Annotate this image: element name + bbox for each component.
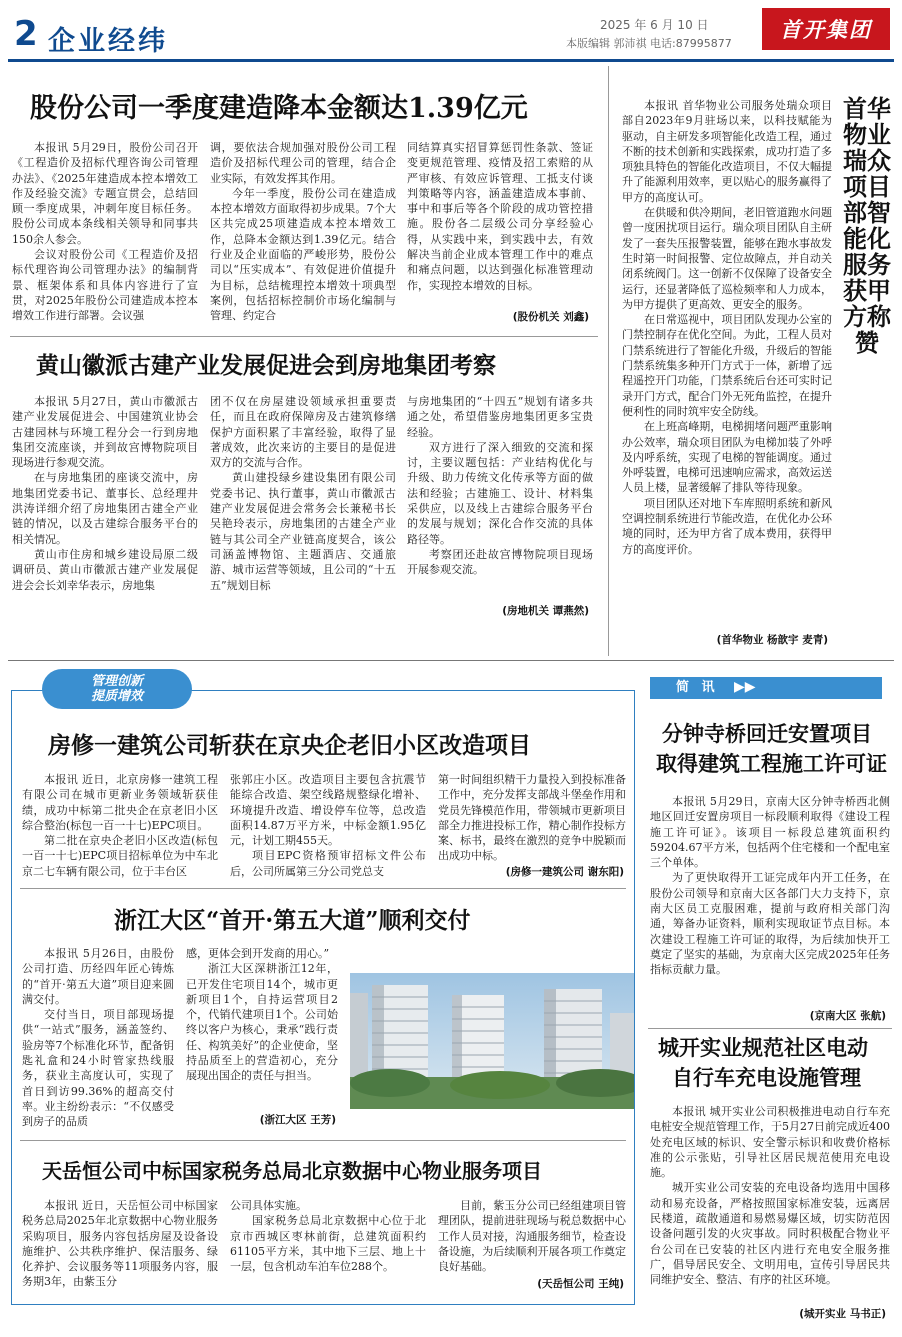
divider <box>8 660 894 661</box>
article4-byline: (房修一建筑公司 谢东阳) <box>505 866 624 878</box>
building-photo <box>350 973 634 1109</box>
divider <box>648 1028 892 1029</box>
article5-byline: (浙江大区 王芳) <box>259 1114 336 1126</box>
article2-byline: (房地机关 谭燕然) <box>502 605 589 617</box>
article6-title: 天岳恒公司中标国家税务总局北京数据中心物业服务项目 <box>42 1159 542 1183</box>
article6-byline: (天岳恒公司 王纯) <box>537 1278 624 1290</box>
article5-col1: 本报讯 5月26日，由股份公司打造、历经四年匠心铸炼的“首开·第五大道”项目迎来圆满交付。 交付当日，项目部现场提供“一站式”服务，涵盖签约、验房等7个标准化环节，配备钥匙礼盒和24小时管家热线服务，获业主高度认可，实现了首日到访99.36%的超高交付率。业主纷纷表示：“不仅感受到房子的品质 <box>22 947 174 1129</box>
page-number: 2 <box>14 14 38 54</box>
article5-col2: 感，更体会到开发商的用心。” 浙江大区深耕浙江12年，已开发住宅项目14个，城市更新项目1个，自持运营项目2个，代销代建项目1个。公司始终以客户为核心，秉承“践行责任、构筑美好”的企业使命，坚持品质至上的营造初心，充分展现出国企的责任与担当。 <box>186 947 338 1083</box>
article1-byline: (股份机关 刘鑫) <box>512 311 589 323</box>
article4-col1: 本报讯 近日，北京房修一建筑工程有限公司在城市更新业务领域斩获佳绩，成功中标第二批央企在京老旧小区综合整治(标包一百一十七)EPC项目。 第二批在京央企老旧小区改造(标包一百一十七)EPC项目招标单位为中车北京二七车辆有限公司，位于丰台区 <box>22 773 218 878</box>
double-arrow-icon: ▶▶ <box>734 679 756 695</box>
issue-date: 2025 年 6 月 10 日 <box>600 18 709 32</box>
article4-col3: 第一时间组织精干力量投入到投标准备工作中，充分发挥支部战斗堡垒作用和党员先锋模范作用，带领城市更新项目部全力推进投标工作，精心制作投标方案、标书，最终在激烈的竞争中脱颖而出成功中标。 <box>438 773 626 863</box>
article6-col1: 本报讯 近日，天岳恒公司中标国家税务总局2025年北京数据中心物业服务采购项目，服务内容包括房屋及设备设施维护、公共秩序维护、保洁服务、绿化养护、会议服务等11项服务内容，服务期3年，由紫玉分 <box>22 1199 218 1289</box>
topic-badge: 管理创新 提质增效 <box>42 669 192 709</box>
brief1-byline: (京南大区 张航) <box>809 1010 886 1022</box>
divider <box>608 66 609 656</box>
editor-info: 本版编辑 郭沛祺 电话:87995877 <box>566 37 732 50</box>
divider <box>20 1140 626 1141</box>
article1-title: 股份公司一季度建造降本金额达1.39亿元 <box>30 93 528 124</box>
article2-col3: 与房地集团的“十四五”规划有诸多共通之处，希望借鉴房地集团更多宝贵经验。 双方进行了深入细致的交流和探讨，主要议题包括：产业结构优化与升级、助力传统文化传承等方面的做法和经验；古建施工、设计、材料集采供应，以及线上古建综合服务平台的发展与规划；深化合作交流的具体路径等。 考察团还赴故宫博物院项目现场开展参观交流。 <box>407 395 593 577</box>
brief1-title-line2: 取得建筑工程施工许可证 <box>656 751 887 776</box>
article6-col3: 目前，紫玉分公司已经组建项目管理团队，提前进驻现场与税总数据中心工作人员对接，沟通服务细节，检查设备设施，为后续顺利开展各项工作奠定良好基础。 <box>438 1199 626 1274</box>
divider <box>10 336 598 337</box>
article2-title: 黄山徽派古建产业发展促进会到房地集团考察 <box>36 352 496 379</box>
article3-body: 本报讯 首华物业公司服务处瑞众项目部自2023年9月驻场以来，以科技赋能为驱动，自主研发多项智能化改造工程，通过不断的技术创新和实践探索，成功打造了多项独具特色的智能化改造项目，不仅大幅提升了能源利用效率，更以贴心的服务赢得了甲方的高度认可。 在供暖和供冷期间，老旧管道跑水问题曾一度困扰项目运行。瑞众项目团队自主研发了一套失压报警装置，能够在跑水事故发生时第一时间报警、定位故障点，并自动关闭系统阀门。这一创新不仅保障了设备安全运行，还显著降低了巡检频率和人力成本，为甲方提供了更高效、更安全的服务。 在日常巡视中，项目团队发现办公室的门禁控制存在优化空间。为此，工程人员对门禁系统进行了智能化升级，升级后的智能门禁系统集多种开门方式于一体，新增了远程遥控开门功能，门禁系统后台还可实时记录开门方式，配合门外无死角监控，在提升便利性的同时筑牢安全防线。 在上班高峰期，电梯拥堵问题严重影响办公效率，瑞众项目团队为电梯加装了外呼及内呼系统，实现了电梯的智能调度。通过外呼装置，电梯可迅速响应需求，高效运送人员上楼，显著缓解了排队等待现象。 项目团队还对地下车库照明系统和新风空调控制系统进行节能改造，在优化办公环境的同时，还为甲方省了成本费用，获得甲方的高度评价。 <box>622 99 832 556</box>
article3-byline: (首华物业 杨歆宇 麦青) <box>716 634 828 646</box>
header-rule <box>8 59 894 62</box>
divider <box>20 888 626 889</box>
brief2-title-line1: 城开实业规范社区电动 <box>658 1035 868 1060</box>
brief1-body: 本报讯 5月29日，京南大区分钟寺桥西北侧地区回迁安置房项目一标段顺利取得《建设工程施工许可证》。该项目一标段总建筑面积约59204.67平方米，包括两个住宅楼和一个配电室三个单体。 为了更快取得开工证完成年内开工任务，在股份公司领导和京南大区各部门大力支持下，京南大区员工克服困难，提前与政府相关部门沟通，筹备办证资料，顺利实现取证节点目标。本次建设工程施工许可证的取得，为后续加快开工奠定了坚实的基础，为京南大区完成2025年任务指标贡献力量。 <box>650 795 890 977</box>
article2-col2: 团不仅在房屋建设领域承担重要责任，而且在政府保障房及古建筑修缮保护方面积累了丰富经验，取得了显著成效，此次来访的主要目的是促进双方的交流与合作。 黄山建投绿乡建设集团有限公司党委书记、执行董事，黄山市徽派古建产业发展促进会常务会长兼秘书长吴艳玲表示，房地集团的古建全产业链与其公司全产业链高度契合，该公司涵盖博物馆、主题酒店、交通旅游、城市运营等领域，且公司的“十五五”规划目标 <box>210 395 396 592</box>
article1-col2: 调，要依法合规加强对股份公司工程造价及招标代理公司的管理，结合企业实际，有效发挥其作用。 今年一季度，股份公司在建造成本控本增效方面取得初步成果。7个大区共完成25项建造成本控本增效工作，总降本金额达到1.39亿元。结合行业及企业面临的严峻形势，股份公司以“压实成本”、有效促进价值提升为目标，总结梳理控本增效十项典型案例，包括招标控制价市场化编制与管理、约定合 <box>210 141 396 323</box>
article1-col1: 本报讯 5月29日，股份公司召开《工程造价及招标代理咨询公司管理办法》、《2025年建造成本控本增效工作及经验交流》专题宣贯会，总结回顾一季度成果，冲刺年度目标任务。股份公司成本条线相关领导和同事共150余人参会。 会议对股份公司《工程造价及招标代理咨询公司管理办法》的编制背景、框架体系和具体内容进行了宣贯，对2025年股份公司建造成本控本增效工作进行部署。会议强 <box>12 141 198 323</box>
article6-col2: 公司具体实施。 国家税务总局北京数据中心位于北京市西城区枣林前街，总建筑面积约61105平方米，其中地下三层、地上十一层，包含机动车泊车位288个。 <box>230 1199 426 1274</box>
brief2-byline: (城开实业 马书正) <box>799 1308 886 1320</box>
article4-col2: 张郭庄小区。改造项目主要包含抗震节能综合改造、架空线路规整绿化增补、环境提升改造、增设停车位等，总改造面积14.87万平方米，中标金额1.95亿元，计划工期455天。 项目EPC资格预审招标文件公布后，公司所属第三分公司党总支 <box>230 773 426 878</box>
article1-col3: 同结算真实招冒算惩罚性条款、签证变更规范管理、疫情及招工索赔的从严审核、有效应诉管理、工抵支付谈判策略等内容，涵盖建造成本事前、事中和事后等各个阶段的成功管控措施。股份各二层级公司分享经验心得，从实践中来，到实践中去，有效解决当前企业成本管理工作中的难点和痛点问题，以达到强化标准管理动作，实现控本增效的目标。 <box>407 141 593 292</box>
brief1-title-line1: 分钟寺桥回迁安置项目 <box>662 721 872 746</box>
brief2-title-line2: 自行车充电设施管理 <box>672 1065 861 1090</box>
brand-logo: 首开集团 <box>762 8 890 50</box>
article4-title: 房修一建筑公司斩获在京央企老旧小区改造项目 <box>48 732 531 759</box>
article2-col1: 本报讯 5月27日，黄山市徽派古建产业发展促进会、中国建筑业协会古建园林与环境工程分会一行到房地集团交流座谈，并到故宫博物院项目现场进行参观交流。 在与房地集团的座谈交流中，房地集团党委书记、董事长、总经理井洪涛详细介绍了房地集团古建全产业链的情况，以及古建综合服务平台的相关情况。 黄山市住房和城乡建设局原二级调研员、黄山市徽派古建产业发展促进会会长刘幸华表示，房地集 <box>12 395 198 592</box>
brief2-body: 本报讯 城开实业公司积极推进电动自行车充电桩安全规范管理工作，于5月27日前完成近400处充电区域的标识、安全警示标识和收费价格标准的公示张贴，引导社区居民规范使用充电设施。 城开实业公司安装的充电设备均选用中国移动和易充设备，严格按照国家标准安装，远离居民楼道，疏散通道和易燃易爆区域，切实防范因设备问题引发的火灾事故。同时积极配合物业平台公司在已安装的社区内进行充电安全服务推广，倡导居民安全、文明用电，宣传引导居民共同维护安全、整洁、有序的社区环境。 <box>650 1105 890 1287</box>
article3-vertical-title: 首华物业瑞众项目部智能化服务获甲方称赞 <box>843 95 891 357</box>
section-title: 企业经纬 <box>48 26 168 57</box>
news-brief-label: 简 讯 <box>650 677 882 699</box>
article5-title: 浙江大区“首开·第五大道”顺利交付 <box>114 907 471 934</box>
